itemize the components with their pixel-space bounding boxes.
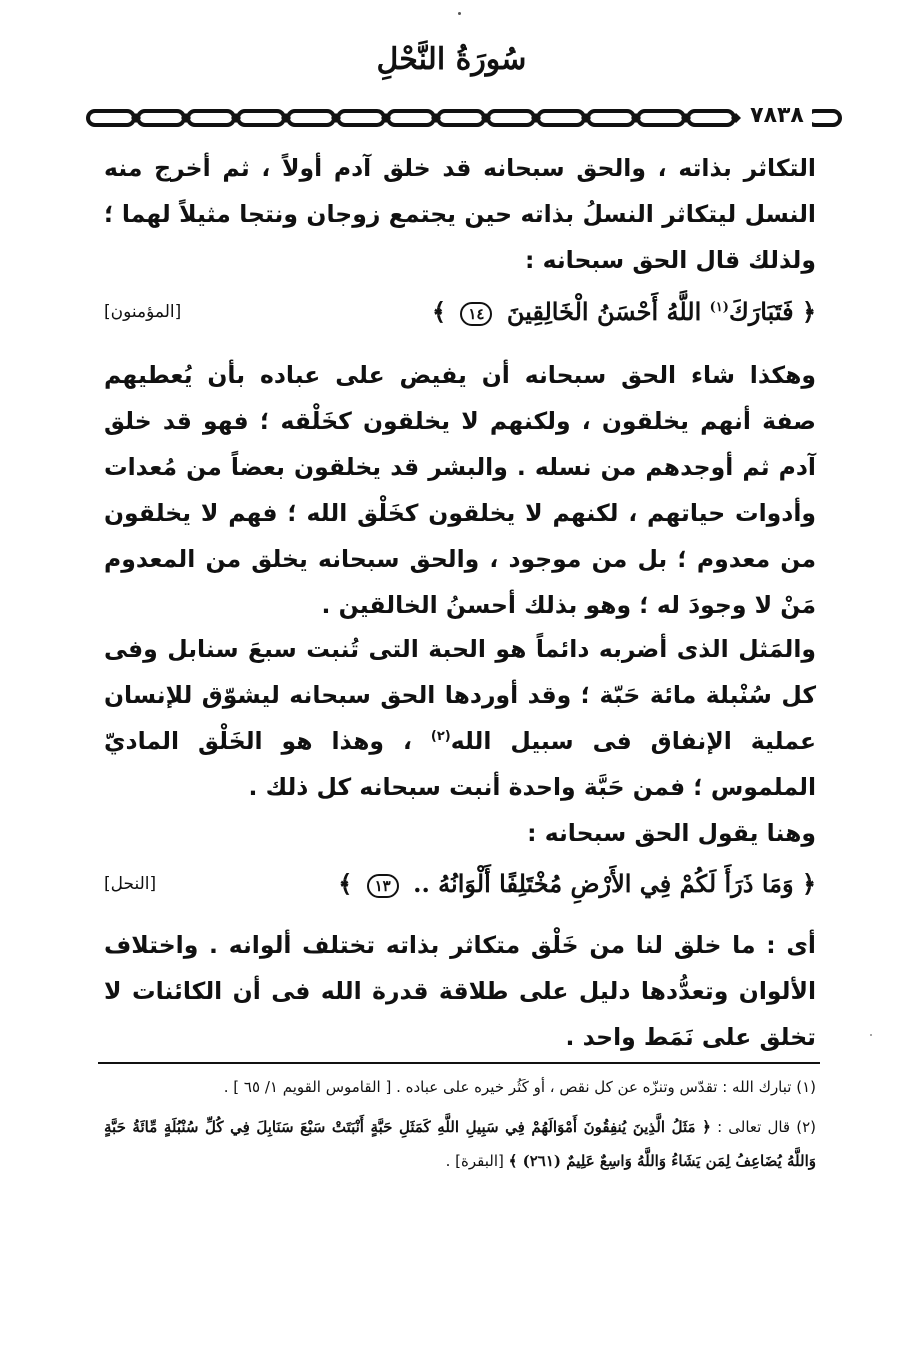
verse-close-bracket: ﴾ <box>338 869 353 898</box>
footnote-2 <box>104 1110 816 1178</box>
scan-speck <box>870 1034 872 1036</box>
chain-link <box>538 111 584 125</box>
paragraph-5: أى : ما خلق لنا من خَلْق متكاثر بذاته تختلف ألوانه . واختلاف الألوان وتعدُّدها دليل على طلاقة قدرة الله فى أن الكائنات لا تخلق على نَمَط واحد . <box>104 931 816 1051</box>
verse-first-word: فَتَبَارَكَ <box>728 297 794 326</box>
verse-words: وَمَا ذَرَأَ لَكُمْ فِي الأَرْضِ مُخْتَلِفًا أَلْوَانُهُ .. <box>413 869 794 898</box>
decorative-chain-border <box>84 100 844 136</box>
chain-link <box>688 111 734 125</box>
footnote-marker-2[interactable]: (٢) <box>430 729 451 745</box>
chain-link <box>638 111 684 125</box>
chain-link <box>808 111 840 125</box>
footnote-2-verse: ﴿ مَثَلُ الَّذِينَ يُنفِقُونَ أَمْوَالَهُمْ فِي سَبِيلِ اللَّهِ كَمَثَلِ حَبَّةٍ أَنْبَتَتْ سَبْعَ سَنَابِلَ فِي كُلِّ سُنْبُلَةٍ مِّائَةُ حَبَّةٍ وَاللَّهُ يُضَاعِفُ لِمَن يَشَاءُ وَاللَّهُ وَاسِعٌ عَلِيمٌ (٢٦١) ﴾ <box>104 1118 816 1170</box>
footnote-1: (١) تبارك الله : تقدّس وتنزّه عن كل نقص ، أو كَثُر خيره على عباده . [ القاموس القويم ١/ ٦٥ ] . <box>223 1078 816 1096</box>
surah-reference: [النحل] <box>104 874 157 894</box>
chain-link <box>188 111 234 125</box>
chain-link <box>588 111 634 125</box>
chain-link <box>338 111 384 125</box>
paragraph-2: وهكذا شاء الحق سبحانه أن يفيض على عباده بأن يُعطيهم صفة أنهم يخلقون ، ولكنهم لا يخلقون كخَلْقه ؛ فهو قد خلق آدم ثم أوجدهم من نسله . والبشر قد يخلقون بعضاً من مُعدات وأدوات حياتهم ، لكنهم لا يخلقون كخَلْق الله ؛ فهم لا يخلقون من معدوم ؛ بل من موجود ، والحق سبحانه يخلق من المعدوم مَنْ لا وجودَ له ؛ وهو بذلك أحسنُ الخالقين . <box>104 361 816 619</box>
chain-link <box>238 111 284 125</box>
chain-link <box>388 111 434 125</box>
paragraph-3-tail: ، وهذا هو الخَلْق الماديّ الملموس ؛ فمن حَبَّة واحدة أنبت سبحانه كل ذلك . <box>104 727 816 801</box>
footnote-marker-1[interactable]: (١) <box>709 300 729 315</box>
paragraph-4: وهنا يقول الحق سبحانه : <box>527 819 816 847</box>
surah-reference: [المؤمنون] <box>104 302 182 322</box>
paragraph-3-text: والمَثل الذى أضربه دائماً هو الحبة التى تُنبت سبعَ سنابل وفى كل سُنْبلة مائة حَبّة ؛ وقد أوردها الحق سبحانه ليشوّق للإنسان عملية الإنفاق فى سبيل الله <box>104 635 816 755</box>
chain-link <box>488 111 534 125</box>
verse-block-nahl <box>104 864 816 904</box>
footnote-2-prefix: (٢) قال تعالى : <box>717 1118 816 1136</box>
ayah-number-badge: ١٣ <box>367 874 399 898</box>
ayah-number-badge: ١٤ <box>460 302 492 326</box>
verse-open-bracket: ﴿ <box>801 297 816 326</box>
verse-block-muminun <box>104 292 816 332</box>
footnote-2-suffix: [البقرة] . <box>445 1152 504 1170</box>
scan-speck <box>458 12 461 15</box>
surah-title: سُورَةُ النَّحْلِ <box>376 42 527 77</box>
footnotes-section <box>104 1070 816 1184</box>
verse-close-bracket: ﴾ <box>431 297 446 326</box>
page-number: ٧٨٣٨ <box>742 103 812 128</box>
chain-link <box>138 111 184 125</box>
footnote-separator <box>98 1062 820 1064</box>
chain-link <box>438 111 484 125</box>
verse-words: اللَّهُ أَحْسَنُ الْخَالِقِينَ <box>506 297 702 326</box>
verse-text <box>338 864 816 904</box>
verse-text <box>432 292 816 332</box>
verse-open-bracket: ﴿ <box>801 869 816 898</box>
chain-link <box>88 111 134 125</box>
paragraph-1: التكاثر بذاته ، والحق سبحانه قد خلق آدم أولاً ، ثم أخرج منه النسل ليتكاثر النسلُ بذاته حين يجتمع زوجان ونتجا مثيلاً لهما ؛ ولذلك قال الحق سبحانه : <box>104 154 816 274</box>
paragraph-3 <box>104 626 816 810</box>
chain-link <box>288 111 334 125</box>
